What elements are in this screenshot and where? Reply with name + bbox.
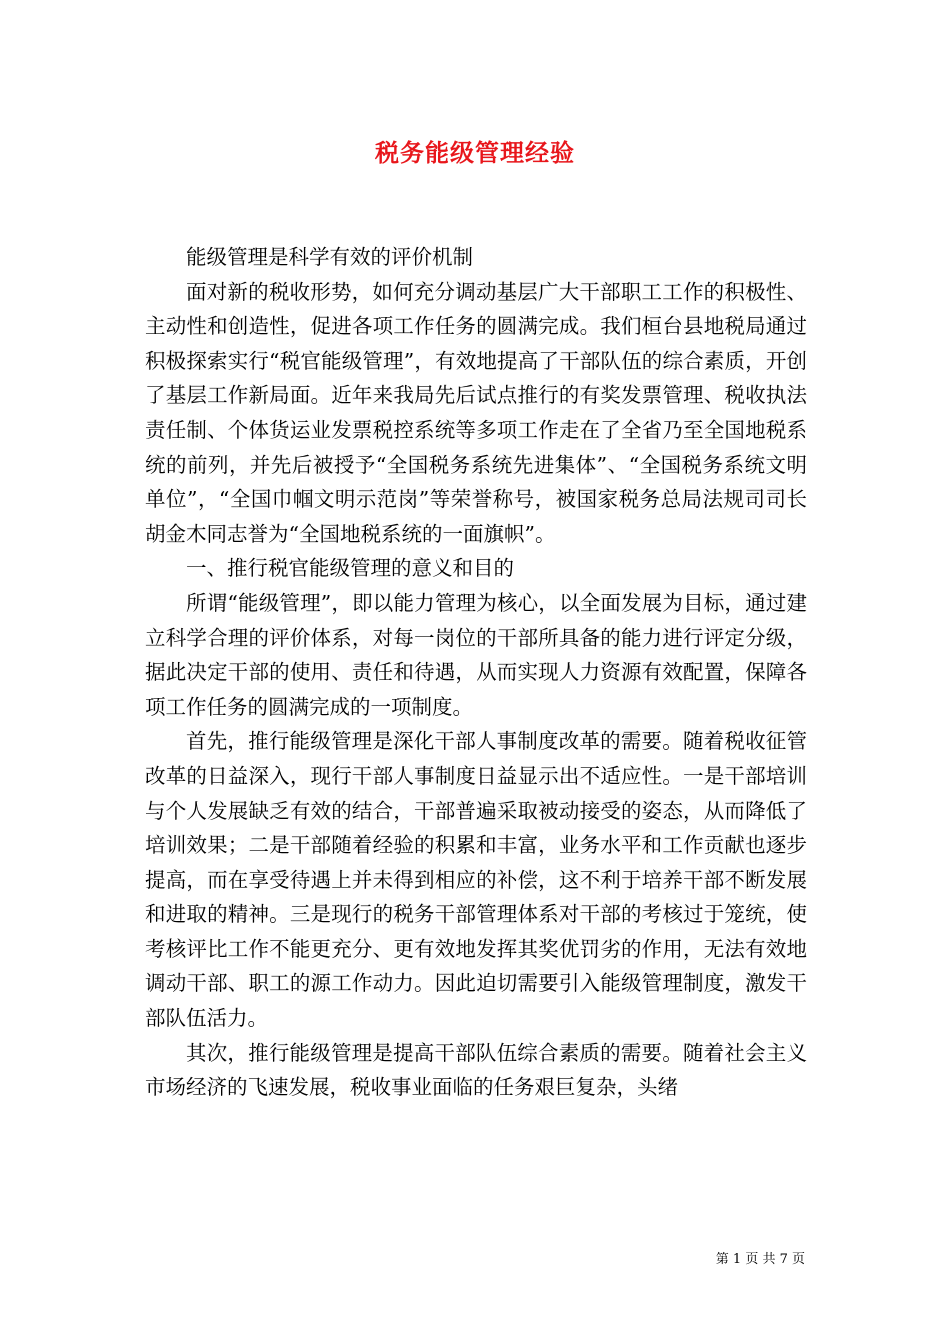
section-heading-1: 一、推行税官能级管理的意义和目的 bbox=[186, 556, 514, 581]
page-number-footer: 第 1 页 共 7 页 bbox=[715, 1252, 805, 1267]
document-body bbox=[145, 240, 807, 1105]
document-title: 税务能级管理经验 bbox=[375, 138, 575, 167]
paragraph-definition: 所谓“能级管理”，即以能力管理为核心，以全面发展为目标，通过建立科学合理的评价体系，对每一岗位的干部所具备的能力进行评定分级，据此决定干部的使用、责任和待遇，从而实现人力资源有效配置，保障各项工作任务的圆满完成的一项制度。 bbox=[145, 590, 807, 719]
paragraph-second-reason: 其次，推行能级管理是提高干部队伍综合素质的需要。随着社会主义市场经济的飞速发展，税收事业面临的任务艰巨复杂，头绪 bbox=[145, 1040, 807, 1100]
paragraph-overview: 面对新的税收形势，如何充分调动基层广大干部职工工作的积极性、主动性和创造性，促进各项工作任务的圆满完成。我们桓台县地税局通过积极探索实行“税官能级管理”，有效地提高了干部队伍的综合素质，开创了基层工作新局面。近年来我局先后试点推行的有奖发票管理、税收执法责任制、个体货运业发票税控系统等多项工作走在了全省乃至全国地税系统的前列，并先后被授予“全国税务系统先进集体”、“全国税务系统文明单位”，“全国巾帼文明示范岗”等荣誉称号，被国家税务总局法规司司长胡金木同志誉为“全国地税系统的一面旗帜”。 bbox=[145, 279, 807, 546]
paragraph-first-reason: 首先，推行能级管理是深化干部人事制度改革的需要。随着税收征管改革的日益深入，现行干部人事制度日益显示出不适应性。一是干部培训与个人发展缺乏有效的结合，干部普遍采取被动接受的姿态，从而降低了培训效果；二是干部随着经验的积累和丰富，业务水平和工作贡献也逐步提高，而在享受待遇上并未得到相应的补偿，这不利于培养干部不断发展和进取的精神。三是现行的税务干部管理体系对干部的考核过于笼统，使考核评比工作不能更充分、更有效地发挥其奖优罚劣的作用，无法有效地调动干部、职工的源工作动力。因此迫切需要引入能级管理制度，激发干部队伍活力。 bbox=[145, 729, 807, 1031]
paragraph-intro-heading: 能级管理是科学有效的评价机制 bbox=[186, 245, 473, 269]
